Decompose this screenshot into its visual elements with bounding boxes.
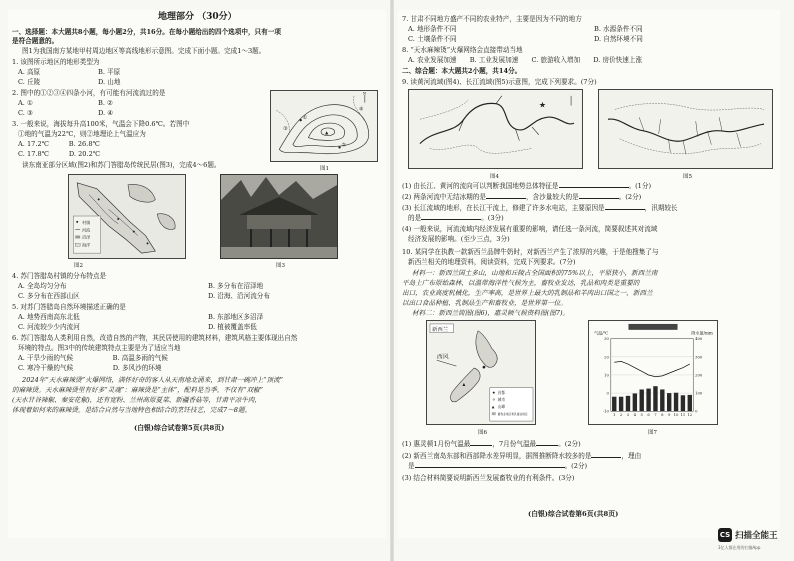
- q10-stem: 10. 某同学在执教一款新西兰品牌牛奶时，对新西兰产生了浓厚的兴趣，于是他搜集了与: [402, 248, 659, 256]
- q10-1: [402, 440, 581, 448]
- figure-2-caption: 图2: [74, 263, 83, 269]
- q10-material1-c: 出口，农业高度机械化，生产率高，是世界上最大的乳制品和羊肉出口国之一，新西兰: [402, 289, 653, 297]
- yellow-river-basin-map: [408, 89, 583, 169]
- q7-option-d: D. 自然环境不同: [594, 35, 643, 43]
- q6-stem-cont: 环境的特点。图3中的传统建筑特点主要是为了适应当地: [18, 344, 181, 352]
- q5-option-b: B. 东部地区多沼泽: [208, 313, 264, 321]
- contour-map-figure: [270, 90, 378, 162]
- chart-bar: [674, 393, 678, 412]
- svg-text:②: ②: [341, 142, 346, 149]
- q3-options-cd: C. 17.8℃ D. 20.2℃: [18, 150, 101, 158]
- chart-header-bar: [628, 324, 677, 330]
- svg-text:▲: ▲: [491, 404, 495, 409]
- svg-text:▲: ▲: [462, 381, 466, 387]
- q9-3-score: 。(3分): [481, 214, 504, 222]
- q10-3: (3) 结合材料简要说明新西兰发展畜牧业的有利条件。(3分): [402, 474, 575, 482]
- chart-x-tick: 3: [626, 413, 630, 418]
- q1-option-c: C. 丘陵: [18, 78, 41, 86]
- q10-1-blank-a[interactable]: [470, 440, 492, 446]
- svg-text:④: ④: [359, 106, 364, 113]
- q9-3-blank-b[interactable]: [421, 214, 481, 220]
- q9-1-score: 。(1分): [628, 182, 652, 190]
- chart-x-tick: 10: [673, 413, 679, 418]
- q6-options-ab: A. 干旱少雨的气候 B. 高温多雨的气候: [18, 354, 168, 362]
- svg-text:①: ①: [302, 115, 307, 122]
- q2-option-d: D. ④: [98, 109, 114, 117]
- wellington-climate-chart: [588, 320, 718, 425]
- q9-3-blank-a[interactable]: [605, 204, 645, 210]
- map6-title: 新西兰: [431, 326, 449, 333]
- q9-4-cont: 经济发展的影响。(至少三点，3分): [408, 235, 510, 243]
- section2-heading: 二、综合题：本大题共2小题，共14分。: [402, 67, 522, 75]
- chart-tick-precip: 300: [695, 355, 703, 360]
- chart-x-tick: 9: [667, 413, 671, 418]
- legend-village: 村镇: [82, 219, 91, 225]
- q2-option-c: C. ③: [18, 109, 33, 117]
- camscanner-name: 扫描全能王: [735, 531, 778, 541]
- q9-2-blank-a[interactable]: [486, 193, 526, 199]
- map6-legend-capital: 首都: [497, 391, 506, 396]
- right-page: [398, 10, 780, 538]
- material-line-4: 体现着如何来的麻辣烫。是结合自然与当地特色相结合的烹饪技艺，完成7～8题。: [12, 406, 252, 414]
- q10-2-cont-text: 是: [408, 462, 415, 470]
- q8-options: A. 农业发展加速 B. 工业发展加速 C. 旅游收入增加 D. 房价快速上涨: [408, 56, 643, 64]
- chart-bar: [619, 397, 623, 412]
- q9-3: [402, 204, 678, 212]
- chart-tick-precip: 0: [695, 409, 698, 414]
- figure-6-caption: 图6: [478, 430, 487, 436]
- intro-1: 图1为我国南方某地甲村周边地区等高线地形示意图。完成下面小题。完成1～3题。: [22, 47, 266, 55]
- map6-legend-city: 城市: [497, 397, 506, 402]
- chart-tick-temp: -10: [602, 409, 609, 414]
- q5-option-a: A. 地势西南高东北低: [18, 313, 80, 321]
- section1-heading: 一、选择题：本大题共8小题，每小题2分，共16分。在每小题给出的四个选项中，只有一项: [12, 28, 281, 36]
- chart-bar: [633, 393, 637, 411]
- material-line-2: 的麻辣烫。天水麻辣烫里有好多“灵魂”：麻辣烫是“主体”，配料是当季。不仅有“双椒”: [12, 386, 264, 394]
- q10-stem-cont: 新西兰相关的地理资料，阅读资料，完成下列要求。(7分): [408, 258, 576, 266]
- q4-stem: 4. 苏门答腊岛村镇的分布特点是: [12, 272, 107, 280]
- q10-2: [402, 452, 641, 460]
- q10-1-blank-b[interactable]: [536, 440, 558, 446]
- figure-5-caption: 图5: [683, 174, 692, 180]
- svg-text:N: N: [362, 90, 367, 96]
- q4-option-d: D. 沿海、沿河流分布: [208, 292, 270, 300]
- chart-x-tick: 12: [687, 413, 693, 418]
- chart-x-tick: 8: [661, 413, 664, 418]
- q9-stem: 9. 读黄河流域(图4)、长江流域(图5)示意图，完成下列要求。(7分): [402, 78, 597, 86]
- q2-option-b: B. ②: [98, 99, 113, 107]
- camscanner-logo-icon: CS: [718, 528, 732, 542]
- q4-option-b: B. 多分布在沼泽地: [208, 282, 264, 290]
- q4-option-a: A. 全岛均匀分布: [18, 282, 67, 290]
- figure-1-caption: 图1: [320, 166, 329, 172]
- q2-option-a: A. ①: [18, 99, 33, 107]
- stilt-house-image: [221, 175, 337, 258]
- chart-bar: [681, 395, 685, 411]
- chart-x-tick: 7: [654, 413, 657, 418]
- svg-text:③: ③: [283, 125, 288, 132]
- q9-4: (4) 一般来说，河流流域内经济发展有重要的影响，请任选一条河流，简要叙述其对流域: [402, 225, 658, 233]
- chart-ylabel-temp: 气温/℃: [594, 330, 609, 336]
- chart-bar: [640, 389, 644, 411]
- q9-1-text: (1) 由长江、黄河的流向可以判断我国地势总体特征是: [402, 182, 559, 190]
- q9-2-text: (2) 两条河流中无结冰期的是: [402, 193, 486, 201]
- q10-1-text: (1) 惠灵顿1月份气温最: [402, 440, 471, 448]
- chart-bar: [653, 386, 657, 411]
- map6-legend-peak: 山峰: [497, 404, 506, 409]
- q7-option-b: B. 水源条件不同: [594, 25, 643, 33]
- traditional-house-photo: [220, 174, 338, 259]
- svg-text:▲: ▲: [324, 130, 329, 136]
- section-title: 地理部分 （30分）: [158, 12, 237, 22]
- chart-x-tick: 6: [647, 413, 650, 418]
- q5-stem: 5. 对苏门答腊岛自然环境描述正确的是: [12, 303, 126, 311]
- q6-options-cd: C. 寒冷干燥的气候 D. 多风沙的环境: [18, 364, 162, 372]
- new-zealand-map: [426, 320, 536, 425]
- q10-2-blank-b[interactable]: [415, 462, 565, 468]
- q9-1-blank[interactable]: [559, 182, 629, 188]
- legend-ocean: 海洋: [82, 242, 91, 248]
- q9-3-text: (3) 长江流域的地形，在长江干流上，修建了许多水电站，主要原因是: [402, 204, 605, 212]
- left-page-footer: (白银)综合试卷第5页(共8页): [134, 424, 225, 432]
- q10-material1-d: 以出口食品种植、乳制品生产和畜牧业，是世界第一位。: [402, 299, 567, 307]
- q9-3-cont-text: 的是: [408, 214, 422, 222]
- q10-2-score: 。(2分): [564, 462, 588, 470]
- q10-2-mid: ，理由: [621, 452, 642, 460]
- map6-legend-pasture: 畜牧业地区和乳畜业地区: [497, 412, 528, 417]
- q8-stem: 8. “天水麻辣烫”火爆网络会直接带动当地: [402, 46, 523, 54]
- figure-4-caption: 图4: [490, 174, 499, 180]
- chart-tick-temp: 10: [604, 373, 609, 378]
- q1-option-d: D. 山地: [98, 78, 121, 86]
- q3-stem-cont: ①地的气温为22℃，则②地理论上气温应为: [18, 130, 146, 138]
- intro-2: 读东南亚部分区域(图2)和苏门答腊岛传统民居(图3)，完成4～6题。: [22, 161, 221, 169]
- q3-stem: 3. 一般来说，海拔每升高100米，气温会下降0.6℃。若图中: [12, 120, 190, 128]
- chart-x-tick: 5: [640, 413, 643, 418]
- svg-text:★: ★: [538, 100, 546, 110]
- q9-2-blank-b[interactable]: [579, 193, 619, 199]
- chart-bar: [667, 393, 671, 411]
- chart-x-tick: 11: [680, 413, 686, 418]
- camscanner-tagline: 3亿人都在用的扫描App: [718, 545, 761, 550]
- q10-1-mid: ，7月份气温最: [492, 440, 537, 448]
- camscanner-watermark: [718, 526, 790, 556]
- q7-option-a: A. 地形条件不同: [408, 25, 457, 33]
- material-line-3: (天水甘谷辣椒、秦安花椒)，还有宽粉、兰州高原夏菜、新疆香菇等，甘肃平凉牛肉，: [12, 396, 262, 404]
- chart-tick-precip: 100: [695, 391, 703, 396]
- chart-x-tick: 2: [619, 413, 623, 418]
- chart-tick-temp: 30: [604, 337, 609, 342]
- page-fold: [390, 0, 394, 561]
- q7-option-c: C. 土壤条件不同: [408, 35, 457, 43]
- q1-stem: 1. 该图所示地区的地形类型为: [12, 58, 100, 66]
- q9-3-mid: ，汛期较长: [644, 204, 678, 212]
- chart-x-tick: 1: [613, 413, 616, 418]
- q3-options-ab: A. 17.2℃ B. 26.8℃: [18, 140, 100, 148]
- left-page: [8, 10, 386, 538]
- yangtze-river-basin-map: [598, 89, 773, 169]
- legend-river: 河流: [82, 227, 91, 233]
- q10-material1-a: 材料一：新西兰国土多山，山地和丘陵占全国面积的75%以上，平原狭小，新西兰南: [412, 269, 658, 277]
- q5-option-c: C. 河流较少少内流河: [18, 323, 80, 331]
- chart-x-tick: 4: [633, 413, 637, 418]
- q10-2-text: (2) 新西兰南岛东部和西部降水差异明显，据图推断降水较多的是: [402, 452, 592, 460]
- material-line-1: 2024年“天水麻辣烫”火爆网络，满怀好奇的客人从天南地北涌来，到甘肃一碗冲上“顶流”: [22, 376, 284, 384]
- q4-option-c: C. 多分布在西部山区: [18, 292, 80, 300]
- q9-1: [402, 182, 651, 190]
- chart-bar: [660, 389, 664, 411]
- legend-swamp: 沼泽: [82, 234, 91, 240]
- section1-heading-cont: 是符合题意的。: [12, 37, 59, 45]
- chart-bar: [612, 397, 616, 412]
- southeast-asia-map-figure: [68, 174, 186, 259]
- q1-option-a: A. 高原: [18, 68, 41, 76]
- q10-2-blank-a[interactable]: [591, 452, 621, 458]
- q2-stem: 2. 图中的①②③④四条小河，有可能有河流流过的是: [12, 89, 166, 97]
- map6-wind-label: 西风: [436, 354, 449, 361]
- q9-3-cont: [408, 214, 504, 222]
- q5-option-d: D. 植被覆盖率低: [208, 323, 257, 331]
- q9-2-mid: ，含沙量较大的是: [525, 193, 579, 201]
- q6-stem: 6. 苏门答腊岛人类利用自然，改造自然的产物，其民居使用的建筑材料，建筑风格主要体现出自然: [12, 334, 298, 342]
- q7-stem: 7. 甘肃不同地方盛产不同的农业特产，主要是因为不同的地方: [402, 15, 582, 23]
- chart-tick-precip: 400: [695, 337, 703, 342]
- q10-1-score: 。(2分): [558, 440, 581, 448]
- q10-material1-b: 平岛上广布原始森林，以温带海洋性气候为主，畜牧业发达，乳品和肉类是重要的: [402, 279, 640, 287]
- chart-tick-temp: 0: [606, 391, 609, 396]
- q9-2-score: 。(2分): [618, 193, 642, 201]
- chart-tick-temp: 20: [604, 355, 609, 360]
- chart-bar: [646, 389, 650, 412]
- figure-3-caption: 图3: [276, 263, 285, 269]
- q9-2: [402, 193, 641, 201]
- q10-material2: 材料二：新西兰简图(图6)，惠灵顿气候资料图(图7)。: [412, 309, 570, 317]
- q1-option-b: B. 平原: [98, 68, 121, 76]
- figure-7-caption: 图7: [648, 430, 657, 436]
- right-page-footer: (白银)综合试卷第6页(共8页): [528, 510, 619, 518]
- chart-tick-precip: 200: [695, 373, 703, 378]
- q10-2-cont: [408, 462, 587, 470]
- chart-bar: [688, 395, 692, 411]
- chart-bar: [626, 396, 630, 411]
- chart-ylabel-precip: 降水量/mm: [691, 330, 713, 336]
